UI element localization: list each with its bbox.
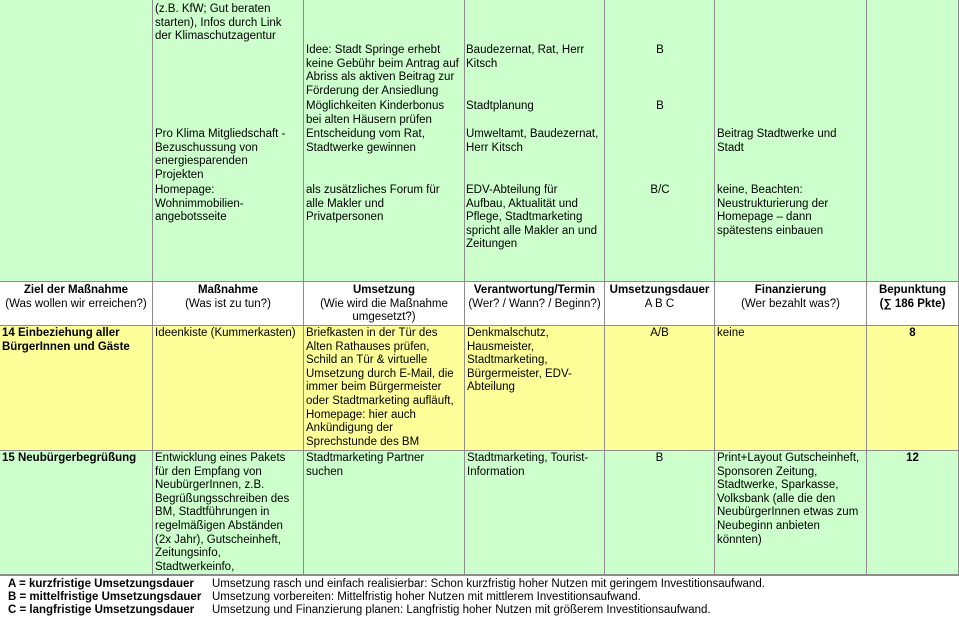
- top-col3-text-a: Idee: Stadt Springe erhebt keine Gebühr beim Antrag auf Abriss als aktiven Beitrag zur Förderung der Ansiedlung: [306, 44, 459, 97]
- top-col7: [867, 0, 959, 282]
- header-umsetzung-sub: (Wie wird die Maßnahme umgesetzt?): [320, 297, 448, 324]
- header-dauer: [605, 282, 715, 326]
- header-dauer-sub: A B C: [644, 297, 675, 310]
- row14-ziel: 14 Einbeziehung aller BürgerInnen und Gäste: [0, 326, 153, 451]
- top-col5: [605, 0, 715, 282]
- row14-verantwortung: Denkmalschutz, Hausmeister, Stadtmarketing, Bürgermeister, EDV- Abteilung: [465, 326, 605, 451]
- top-col4-text-a: Baudezernat, Rat, Herr Kitsch: [466, 44, 585, 70]
- row15-finanzierung: Print+Layout Gutscheinheft, Sponsoren Zeitung, Stadtwerke, Sparkasse, Volksbank (alle die den NeubürgerInnen etwas zum Neubeginn anbieten könnten): [715, 451, 867, 575]
- top-col2-text-c: Homepage: Wohnimmobilien- angebotsseite: [155, 184, 244, 224]
- row14-finanzierung: keine: [715, 326, 867, 451]
- header-massnahme-title: Maßnahme: [197, 284, 259, 296]
- top-col5-text-c: B/C: [650, 184, 670, 196]
- header-verantwortung-title: Verantwortung/Termin: [473, 284, 596, 296]
- legend-line-c: [8, 604, 711, 617]
- row14-dauer: A/B: [605, 326, 715, 451]
- header-finanzierung: [715, 282, 867, 326]
- row15-punkte: 12: [867, 451, 959, 575]
- legend-line-b: [8, 591, 641, 604]
- top-col2-text-b: Pro Klima Mitgliedschaft - Bezuschussung von energiesparenden Projekten: [155, 128, 286, 181]
- legend-key-b: B = mittelfristige Umsetzungsdauer: [8, 591, 202, 603]
- legend-line-a: [8, 578, 765, 591]
- legend-text-b: Umsetzung vorbereiten: Mittelfristig hoher Nutzen mit mittlerem Investitionsaufwand.: [212, 591, 641, 603]
- row15-dauer: B: [605, 451, 715, 575]
- header-finanzierung-sub: (Wer bezahlt was?): [741, 297, 840, 310]
- header-ziel-title: Ziel der Maßnahme: [23, 284, 129, 296]
- legend-text-a: Umsetzung rasch und einfach realisierbar: Schon kurzfristig hoher Nutzen mit geringem Investitionsaufwand.: [212, 578, 765, 590]
- header-bepunktung-sub: (∑ 186 Pkte): [879, 297, 946, 310]
- header-ziel: [0, 282, 153, 326]
- top-col4-text-c: Umweltamt, Baudezernat, Herr Kitsch: [466, 128, 599, 154]
- top-col3-text-d: als zusätzliches Forum für alle Makler und Privatpersonen: [306, 184, 440, 224]
- top-col3-text-c: Entscheidung vom Rat, Stadtwerke gewinnen: [306, 128, 425, 154]
- legend-key-c: C = langfristige Umsetzungsdauer: [8, 604, 195, 616]
- header-bepunktung: [867, 282, 959, 326]
- header-massnahme: [153, 282, 304, 326]
- header-massnahme-sub: (Was ist zu tun?): [185, 297, 271, 310]
- row15-ziel: 15 Neubürgerbegrüßung: [0, 451, 153, 575]
- row14-massnahme: Ideenkiste (Kummerkasten): [153, 326, 304, 451]
- legend-key-a: A = kurzfristige Umsetzungsdauer: [8, 578, 194, 590]
- top-col6-text-c: Beitrag Stadtwerke und Stadt: [717, 128, 837, 154]
- top-col5-text-a: B: [656, 44, 664, 56]
- top-col6-text-d: keine, Beachten: Neustrukturierung der Homepage – dann spätestens einbauen: [717, 184, 829, 237]
- header-bepunktung-title: Bepunktung: [878, 284, 947, 296]
- top-col3-text-b: Möglichkeiten Kinderbonus bei alten Häusern prüfen: [306, 100, 445, 126]
- top-col4-text-b: Stadtplanung: [466, 100, 534, 112]
- top-col2-text-a: (z.B. KfW; Gut beraten starten), Infos durch Link der Klimaschutzagentur: [155, 3, 282, 43]
- header-umsetzung-title: Umsetzung: [353, 284, 415, 296]
- top-col4-text-d: EDV-Abteilung für Aufbau, Aktualität und Pflege, Stadtmarketing spricht alle Makler an und Zeitungen: [466, 184, 598, 251]
- row15-verantwortung: Stadtmarketing, Tourist- Information: [465, 451, 605, 575]
- row14-punkte: 8: [867, 326, 959, 451]
- legend: [0, 575, 959, 620]
- header-verantwortung: [465, 282, 605, 326]
- legend-text-c: Umsetzung und Finanzierung planen: Langfristig hoher Nutzen mit größerem Investitionsaufwand.: [212, 604, 711, 616]
- header-verantwortung-sub: (Wer? / Wann? / Beginn?): [468, 297, 601, 310]
- header-finanzierung-title: Finanzierung: [754, 284, 827, 296]
- header-ziel-sub: (Was wollen wir erreichen?): [5, 297, 147, 310]
- row15-umsetzung: Stadtmarketing Partner suchen: [304, 451, 465, 575]
- row15-massnahme: Entwicklung eines Pakets für den Empfang von NeubürgerInnen, z.B. Begrüßungsschreiben des BM, Stadtführungen in regelmäßigen Abständen (2x Jahr), Gutscheinheft, Zeitungsinfo, Stadtwerkeinfo,: [153, 451, 304, 575]
- top-col1: [0, 0, 153, 282]
- row14-umsetzung: Briefkasten in der Tür des Alten Rathauses prüfen, Schild an Tür & virtuelle Umsetzung durch E-Mail, die immer beim Bürgermeister oder Stadtmarketing aufläuft, Homepage: hier auch Ankündigung der Sprechstunde des BM: [304, 326, 465, 451]
- header-dauer-title: Umsetzungsdauer: [609, 284, 710, 296]
- top-col5-text-b: B: [656, 100, 664, 112]
- header-umsetzung: [304, 282, 465, 326]
